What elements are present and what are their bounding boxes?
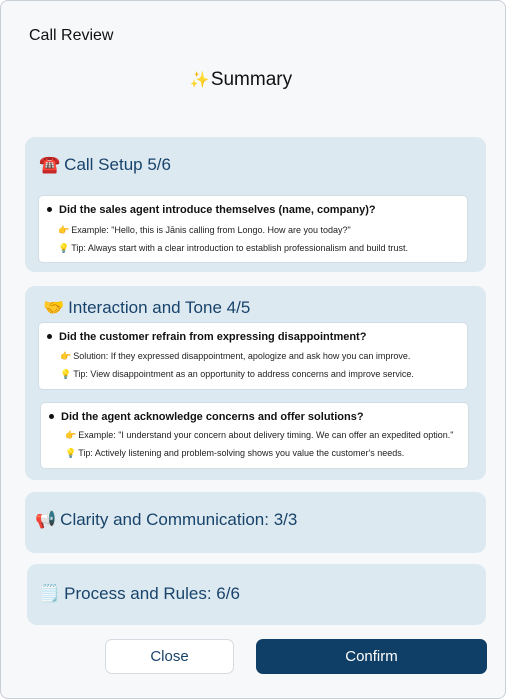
lightbulb-icon: 💡 [60, 369, 72, 379]
section-title: Clarity and Communication: 3/3 [60, 510, 298, 529]
section-call-setup[interactable] [25, 137, 486, 272]
bullet-icon [49, 414, 54, 419]
tip-line [65, 448, 404, 459]
pointing-hand-icon: 👉 [60, 351, 72, 361]
feedback-card [41, 403, 468, 468]
section-title: Call Setup 5/6 [64, 155, 171, 174]
handshake-icon: 🤝 [43, 298, 65, 317]
lightbulb-icon: 💡 [65, 448, 77, 458]
question [47, 331, 366, 343]
section-interaction-and-tone[interactable] [25, 286, 486, 480]
example-line [58, 225, 351, 236]
solution-line [60, 351, 410, 362]
dialog-title: Call Review [29, 27, 114, 44]
telephone-icon: ☎️ [39, 155, 61, 174]
question-text: Did the agent acknowledge concerns and offer solutions? [61, 411, 364, 423]
question-text: Did the customer refrain from expressing disappointment? [59, 331, 367, 343]
notepad-icon: 🗒️ [39, 584, 61, 603]
bullet-icon [47, 207, 52, 212]
tip-text: Tip: Actively listening and problem-solving shows you value the customer's needs. [78, 448, 405, 458]
question [47, 204, 376, 216]
tip-text: Tip: View disappointment as an opportunity to address concerns and improve service. [73, 369, 414, 379]
feedback-card [39, 323, 467, 389]
section-clarity-and-communication[interactable] [25, 492, 486, 553]
tip-line [60, 369, 414, 380]
section-header [39, 155, 171, 175]
section-header [43, 298, 250, 318]
question-text: Did the sales agent introduce themselves (name, company)? [59, 204, 376, 216]
feedback-card [39, 196, 467, 262]
pointing-hand-icon: 👉 [58, 225, 70, 235]
pointing-hand-icon: 👉 [65, 430, 77, 440]
close-button[interactable]: Close [105, 639, 234, 674]
example-line [65, 430, 454, 441]
example-text: Example: "Hello, this is Jānis calling from Longo. How are you today?" [71, 225, 351, 235]
confirm-button[interactable]: Confirm [256, 639, 487, 674]
section-header [39, 584, 240, 604]
section-process-and-rules[interactable] [27, 564, 486, 625]
solution-text: Solution: If they expressed disappointment, apologize and ask how you can improve. [73, 351, 411, 361]
question [49, 411, 364, 423]
summary-heading [1, 69, 481, 91]
bullet-icon [47, 334, 52, 339]
lightbulb-icon: 💡 [58, 243, 70, 253]
tip-line [58, 243, 408, 254]
example-text: Example: "I understand your concern about delivery timing. We can offer an expedited option." [78, 430, 454, 440]
megaphone-icon: 📢 [35, 510, 57, 529]
summary-title: Summary [210, 69, 293, 90]
sparkles-icon: ✨ [189, 72, 210, 89]
section-title: Process and Rules: 6/6 [64, 584, 240, 603]
section-header [35, 510, 297, 530]
tip-text: Tip: Always start with a clear introduction to establish professionalism and build trust. [71, 243, 409, 253]
section-title: Interaction and Tone 4/5 [68, 298, 251, 317]
